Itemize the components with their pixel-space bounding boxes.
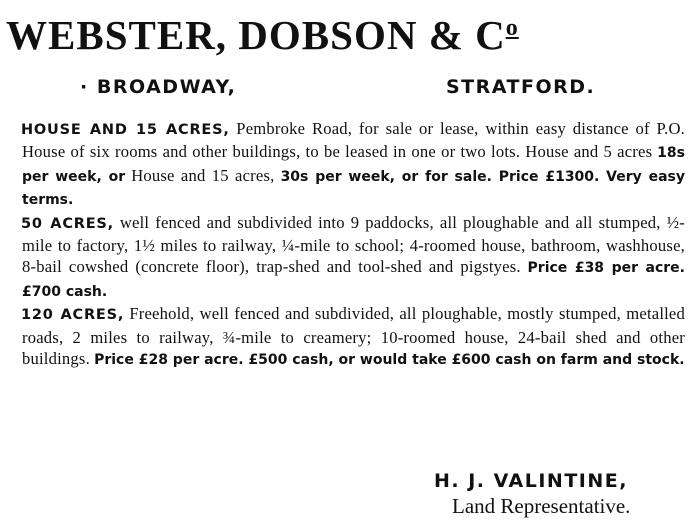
firm-name: WEBSTER, DOBSON & C	[6, 12, 506, 58]
location-stratford: STRATFORD.	[446, 76, 596, 98]
listing-120-acres	[22, 303, 685, 371]
agent-name: H. J. VALINTINE,	[434, 470, 628, 492]
firm-name-suffix: o	[505, 15, 519, 41]
firm-name-heading	[6, 4, 696, 59]
listing-description: Freehold, well fenced and subdivided, all ploughable, mostly stumped, metalled roads, 2 miles to railway, ¾-mile to creamery; 10-roomed house, 24-bail shed and other buildings.	[22, 304, 685, 369]
listing-description: well fenced and subdivided into 9 paddocks, all ploughable and all stumped, ½-mile to factory, 1½ miles to railway, ¼-mile to school; 4-roomed house, bathroom, washhouse, 8-bail cowshed (concrete floor), trap-shed and tool-shed and pigstyes.	[22, 212, 686, 277]
agent-role: Land Representative.	[452, 494, 631, 518]
listings	[22, 118, 685, 371]
listing-price: Price £28 per acre. £500 cash, or would take £600 cash on farm and stock.	[94, 352, 685, 369]
listing-house-15-acres	[22, 118, 685, 212]
listing-description: Pembroke Road, for sale or lease, within easy distance of P.O. House of six rooms and other buildings, to be leased in one or two lots. House and 5 acres	[22, 119, 685, 162]
listing-heading: HOUSE AND 15 ACRES,	[21, 122, 230, 138]
listing-price: 18s per week, or	[22, 145, 685, 185]
listing-price: Price £38 per acre. £700 cash.	[22, 260, 685, 300]
listing-50-acres	[22, 212, 685, 304]
listing-price-2: 30s per week, or for sale. Price £1300. Very easy terms.	[22, 168, 685, 209]
listing-heading: 120 ACRES,	[21, 307, 125, 324]
location-broadway: · BROADWAY,	[80, 76, 237, 98]
listing-description-2: House and 15 acres,	[131, 165, 275, 185]
listing-heading: 50 ACRES,	[21, 215, 114, 232]
